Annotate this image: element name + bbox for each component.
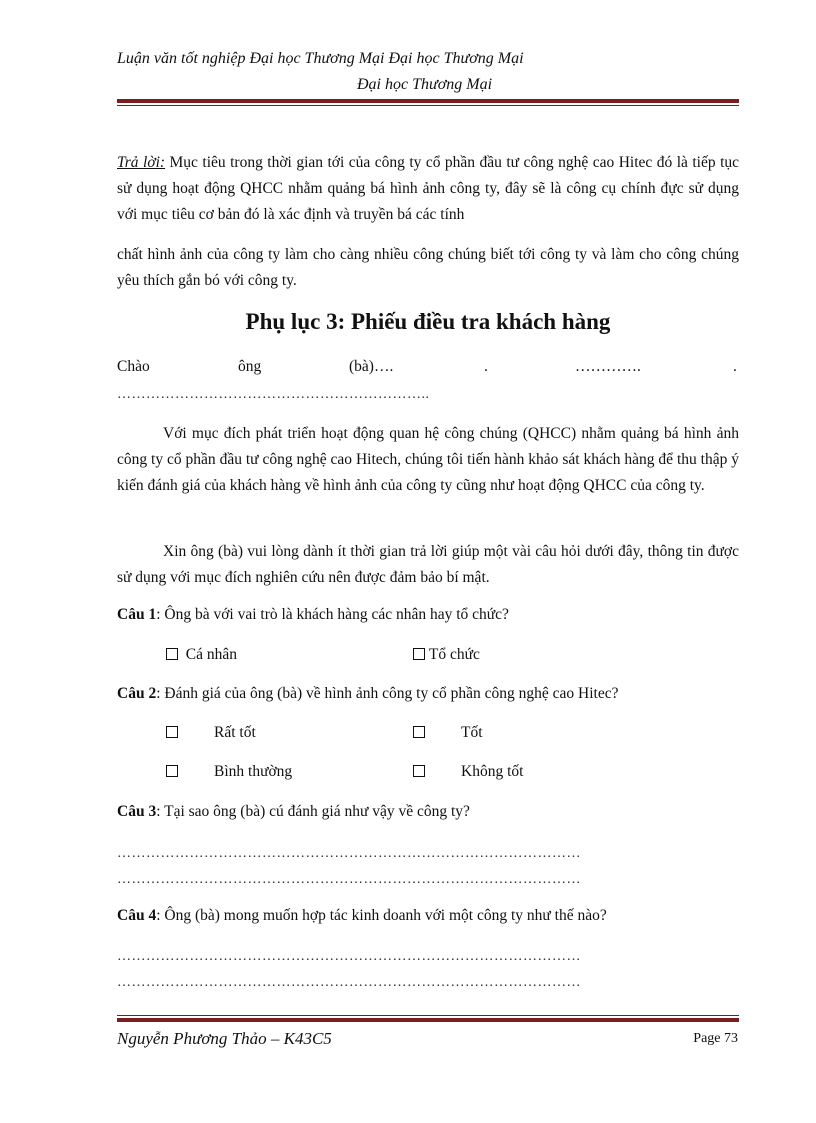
- footer-rule-thin: [117, 1015, 739, 1016]
- greeting-word-2: ông: [238, 358, 262, 375]
- question-4-text: : Ông (bà) mong muốn hợp tác kinh doanh với một công ty như thế nào?: [156, 907, 607, 924]
- q1-option-1-label: Cá nhân: [185, 646, 237, 663]
- answer-paragraph-continued: chất hình ảnh của công ty làm cho càng nhiều công chúng biết tới công ty và làm cho công chúng yêu thích gắn bó với công ty.: [117, 246, 739, 289]
- header-title-line1: Luận văn tốt nghiệp Đại học Thương Mại Đại học Thương Mại: [117, 50, 524, 67]
- question-3-label: Câu 3: [117, 803, 157, 820]
- q2-option-2-label: Tốt: [461, 724, 483, 741]
- greeting-word-3: (bà)….: [349, 358, 394, 375]
- q2-option-very-good[interactable]: [166, 724, 256, 742]
- greeting-word-1: Chào: [117, 358, 150, 375]
- intro-paragraph-2: Xin ông (bà) vui lòng dành ít thời gian trả lời giúp một vài câu hỏi dưới đây, thông tin được sử dụng với mục đích nghiên cứu nên được đảm bảo bí mật.: [117, 543, 739, 586]
- question-1-label: Câu 1: [117, 606, 157, 623]
- answer-label: Trả lời:: [117, 154, 166, 171]
- question-1-text: : Ông bà với vai trò là khách hàng các nhân hay tổ chức?: [156, 606, 509, 623]
- checkbox-icon[interactable]: [413, 726, 425, 738]
- question-4-label: Câu 4: [117, 907, 157, 924]
- checkbox-icon[interactable]: [413, 648, 425, 660]
- q3-answer-line-1[interactable]: ……………………………………………………………………………………: [117, 846, 581, 861]
- footer-page-number: Page 73: [693, 1031, 738, 1046]
- greeting-word-4: .: [484, 358, 488, 375]
- checkbox-icon[interactable]: [166, 648, 178, 660]
- q2-option-4-label: Không tốt: [461, 763, 524, 780]
- answer-text-a: Mục tiêu trong thời gian tới của công ty cổ phần đầu tư công nghệ cao Hitec đó là tiếp tục sử dụng hoạt động QHCC nhằm quảng bá hình ảnh công ty, đây sẽ là công cụ chính đực sử dụng với mục tiêu cơ bản đó là xác định và truyền bá các tính: [117, 154, 739, 223]
- question-2-label: Câu 2: [117, 685, 157, 702]
- q3-answer-line-2[interactable]: ……………………………………………………………………………………: [117, 872, 581, 887]
- checkbox-icon[interactable]: [166, 765, 178, 777]
- greeting-word-5: ………….: [575, 358, 641, 375]
- q2-option-normal[interactable]: [166, 763, 292, 781]
- q2-option-3-label: Bình thường: [214, 763, 293, 780]
- footer-rule-thick: [117, 1018, 739, 1022]
- intro-paragraph-1: Với mục đích phát triển hoạt động quan hệ công chúng (QHCC) nhằm quảng bá hình ảnh công ty cổ phần đầu tư công nghệ cao Hitech, chúng tôi tiến hành khảo sát khách hàng để thu thập ý kiến đánh giá của khách hàng về hình ảnh của công ty cũng như hoạt động QHCC của công ty.: [117, 425, 739, 494]
- question-4: [117, 907, 739, 925]
- q2-option-1-label: Rất tốt: [214, 724, 256, 741]
- appendix-title: Phụ lục 3: Phiếu điều tra khách hàng: [245, 309, 611, 334]
- question-2: [117, 685, 739, 703]
- header-title-line2: Đại học Thương Mại: [357, 76, 493, 93]
- question-2-text: : Đánh giá của ông (bà) về hình ảnh công ty cổ phần công nghệ cao Hitec?: [156, 685, 619, 702]
- question-1: [117, 606, 739, 624]
- q1-option-individual[interactable]: [166, 646, 237, 664]
- greeting-dots: ………………………………………………………..: [117, 387, 430, 402]
- question-3-text: : Tại sao ông (bà) cú đánh giá như vậy về công ty?: [156, 803, 470, 820]
- footer-author: Nguyễn Phương Thảo – K43C5: [117, 1029, 332, 1048]
- q4-answer-line-2[interactable]: ……………………………………………………………………………………: [117, 975, 581, 990]
- greeting-word-6: .: [733, 358, 737, 375]
- header-rule-thick: [117, 99, 739, 103]
- header-rule-thin: [117, 105, 739, 106]
- checkbox-icon[interactable]: [166, 726, 178, 738]
- q1-option-2-label: Tổ chức: [428, 646, 480, 663]
- question-3: [117, 803, 739, 821]
- q4-answer-line-1[interactable]: ……………………………………………………………………………………: [117, 949, 581, 964]
- q2-option-good[interactable]: [413, 724, 483, 742]
- answer-paragraph: [117, 150, 739, 228]
- q1-option-organization[interactable]: [413, 646, 480, 664]
- checkbox-icon[interactable]: [413, 765, 425, 777]
- q2-option-not-good[interactable]: [413, 763, 523, 781]
